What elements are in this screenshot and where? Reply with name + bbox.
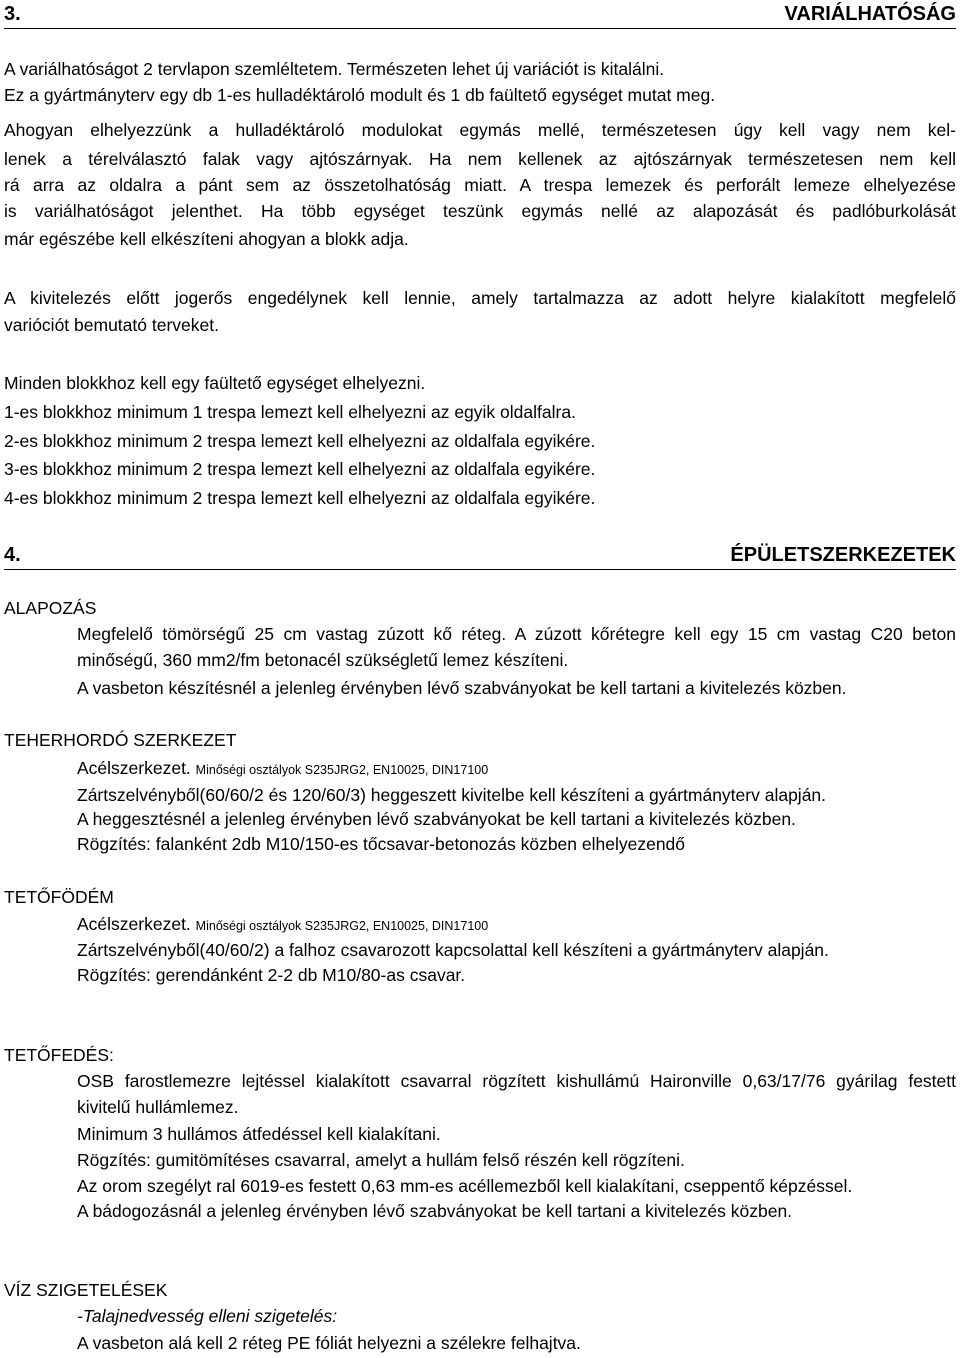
tetofedes-line-1: OSB farostlemezre lejtéssel kialakított csavarral rögzített kishullámú Haironville 0,63/17/76 gyárilag festett bbox=[77, 1071, 956, 1091]
sec3-line-4: lenek a térelválasztó falak vagy ajtószárnyak. Ha nem kellenek az ajtószárnyak természetesen nem kell bbox=[4, 149, 956, 169]
teherhordo-line-1 bbox=[77, 755, 488, 783]
tetofodem-quality-note: Minőségi osztályok S235JRG2, EN10025, DIN17100 bbox=[195, 919, 489, 933]
sec3-list-item-1: Minden blokkhoz kell egy faültető egységet elhelyezni. bbox=[4, 373, 426, 393]
tetofedes-line-6: A bádogozásnál a jelenleg érvényben lévő szabványokat be kell tartani a kivitelezés közben. bbox=[77, 1201, 793, 1221]
section-4-heading bbox=[4, 543, 956, 570]
alapozas-line-2: minőségű, 360 mm2/fm betonacél szükségletű lemez készíteni. bbox=[77, 650, 569, 670]
tetofodem-heading: TETŐFÖDÉM bbox=[4, 887, 114, 907]
teherhordo-line-4: Rögzítés: falanként 2db M10/150-es tőcsavar-betonozás közben elhelyezendő bbox=[77, 834, 686, 854]
sec3-line-2: Ez a gyártmányterv egy db 1-es hulladéktároló modult és 1 db faültető egységet mutat meg. bbox=[4, 85, 716, 105]
alapozas-heading: ALAPOZÁS bbox=[4, 598, 97, 618]
sec3-line-3: Ahogyan elhelyezzünk a hulladéktároló modulokat egymás mellé, természetesen úgy kell vagy nem kel- bbox=[4, 120, 956, 140]
teherhordo-quality-note: Minőségi osztályok S235JRG2, EN10025, DIN17100 bbox=[195, 763, 489, 777]
tetofodem-line-2: Zártszelvényből(40/60/2) a falhoz csavarozott kapcsolattal kell készíteni a gyártmányterv alapján. bbox=[77, 940, 829, 960]
tetofedes-line-5: Az orom szegélyt ral 6019-es festett 0,63 mm-es acéllemezből kell kialakítani, cseppentő képzéssel. bbox=[77, 1176, 853, 1196]
sec3-list-item-2: 1-es blokkhoz minimum 1 trespa lemezt kell elhelyezni az egyik oldalfalra. bbox=[4, 402, 576, 422]
tetofedes-heading: TETŐFEDÉS: bbox=[4, 1045, 114, 1065]
section-3-heading bbox=[4, 2, 956, 29]
tetofodem-line-3: Rögzítés: gerendánként 2-2 db M10/80-as csavar. bbox=[77, 965, 466, 985]
section-3-title: VARIÁLHATÓSÁG bbox=[784, 3, 956, 25]
section-4-number: 4. bbox=[4, 544, 21, 566]
tetofedes-line-3: Minimum 3 hullámos átfedéssel kell kialakítani. bbox=[77, 1124, 441, 1144]
tetofodem-line-1 bbox=[77, 911, 488, 939]
sec3-list-item-5: 4-es blokkhoz minimum 2 trespa lemezt kell elhelyezni az oldalfala egyikére. bbox=[4, 488, 596, 508]
sec3-line-6: is variálhatóságot jelenthet. Ha több egységet teszünk egymás nellé az alapozását és padlóburkolását bbox=[4, 201, 956, 221]
alapozas-line-1: Megfelelő tömörségű 25 cm vastag zúzott kő réteg. A zúzott kőrétegre kell egy 15 cm vastag C20 beton bbox=[77, 624, 956, 644]
sec3-line-7: már egészébe kell elkészíteni ahogyan a blokk adja. bbox=[4, 229, 409, 249]
tetofedes-line-4: Rögzítés: gumitömítéses csavarral, amelyt a hullám felső részén kell rögzíteni. bbox=[77, 1150, 685, 1170]
viz-subheading: -Talajnedvesség elleni szigetelés: bbox=[77, 1306, 338, 1326]
teherhordo-line-2: Zártszelvényből(60/60/2 és 120/60/3) heggeszett kivitelbe kell készíteni a gyártmányterv alapján. bbox=[77, 785, 827, 805]
teherhordo-heading: TEHERHORDÓ SZERKEZET bbox=[4, 730, 237, 750]
teherhordo-main: Acélszerkezet. bbox=[77, 758, 191, 778]
tetofodem-main: Acélszerkezet. bbox=[77, 914, 191, 934]
viz-line-1: A vasbeton alá kell 2 réteg PE fóliát helyezni a szélekre felhajtva. bbox=[77, 1333, 581, 1353]
teherhordo-line-3: A heggesztésnél a jelenleg érvényben lévő szabványokat be kell tartani a kivitelezés közben. bbox=[77, 809, 796, 829]
tetofedes-line-2: kivitelű hullámlemez. bbox=[77, 1097, 239, 1117]
sec3-para2-line-1: A kivitelezés előtt jogerős engedélynek kell lennie, amely tartalmazza az adott helyre kialakított megfelelő bbox=[4, 288, 956, 308]
sec3-para2-line-2: varióciót bemutató terveket. bbox=[4, 315, 219, 335]
sec3-line-5: rá arra az oldalra a pánt sem az összetolhatóság miatt. A trespa lemezek és perforált lemeze elhelyezése bbox=[4, 175, 956, 195]
sec3-list-item-3: 2-es blokkhoz minimum 2 trespa lemezt kell elhelyezni az oldalfala egyikére. bbox=[4, 431, 596, 451]
alapozas-line-3: A vasbeton készítésnél a jelenleg érvényben lévő szabványokat be kell tartani a kivitelezés közben. bbox=[77, 678, 847, 698]
section-3-number: 3. bbox=[4, 3, 21, 25]
sec3-list-item-4: 3-es blokkhoz minimum 2 trespa lemezt kell elhelyezni az oldalfala egyikére. bbox=[4, 459, 596, 479]
sec3-line-1: A variálhatóságot 2 tervlapon szemléltetem. Természeten lehet új variációt is kitalálni. bbox=[4, 59, 665, 79]
section-4-title: ÉPÜLETSZERKEZETEK bbox=[730, 544, 956, 566]
viz-heading: VÍZ SZIGETELÉSEK bbox=[4, 1280, 168, 1300]
